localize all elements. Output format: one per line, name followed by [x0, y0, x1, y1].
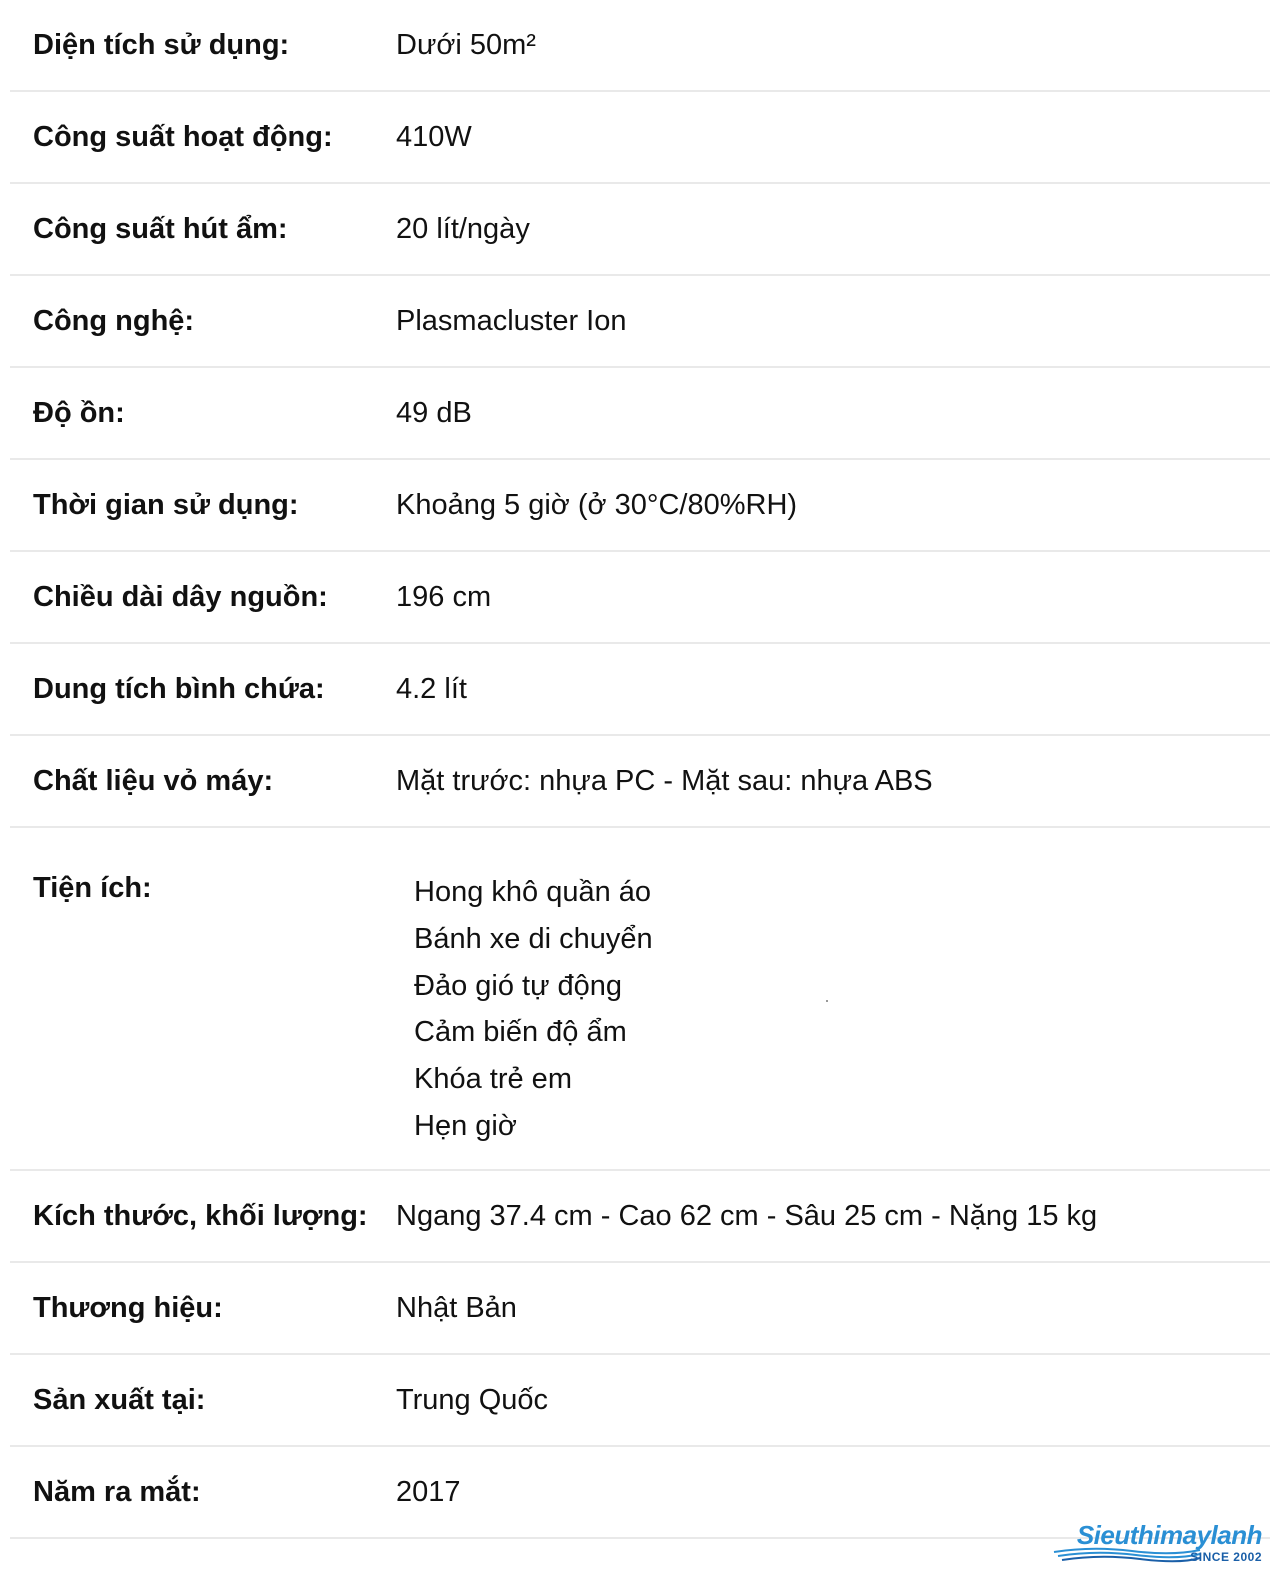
- spec-value: Nhật Bản: [396, 1291, 517, 1324]
- spec-row-usage-time: [10, 460, 1270, 552]
- spec-value: Khoảng 5 giờ (ở 30°C/80%RH): [396, 488, 798, 521]
- spec-label: Độ ồn:: [33, 396, 125, 429]
- spec-label: Năm ra mắt:: [33, 1475, 201, 1508]
- spec-label: Thời gian sử dụng:: [33, 488, 299, 521]
- spec-row-brand: [10, 1263, 1270, 1355]
- feature-list: [414, 869, 653, 1150]
- spec-label: Sản xuất tại:: [33, 1383, 206, 1416]
- spec-value: Ngang 37.4 cm - Cao 62 cm - Sâu 25 cm - Nặng 15 kg: [396, 1199, 1098, 1232]
- spec-row-dehumidify: [10, 184, 1270, 276]
- wave-icon: [1052, 1546, 1202, 1564]
- spec-label: Công nghệ:: [33, 304, 195, 337]
- spec-label: Dung tích bình chứa:: [33, 672, 325, 705]
- feature-item: Bánh xe di chuyển: [414, 922, 653, 955]
- spec-row-tank-capacity: [10, 644, 1270, 736]
- spec-value: Trung Quốc: [396, 1383, 549, 1416]
- spec-row-technology: [10, 276, 1270, 368]
- spec-row-power: [10, 92, 1270, 184]
- spec-value: 410W: [396, 120, 472, 153]
- spec-row-dimensions: [10, 1171, 1270, 1263]
- feature-item: Hẹn giờ: [414, 1109, 517, 1142]
- spec-value: Dưới 50m²: [396, 28, 536, 61]
- spec-value: 2017: [396, 1475, 461, 1508]
- stray-dot: [826, 1000, 828, 1002]
- feature-item: Khóa trẻ em: [414, 1063, 572, 1096]
- spec-label: Thương hiệu:: [33, 1291, 223, 1324]
- feature-item: Đảo gió tự động: [414, 969, 623, 1002]
- spec-label: Diện tích sử dụng:: [33, 28, 290, 61]
- watermark-logo: [1052, 1520, 1262, 1564]
- spec-value: Mặt trước: nhựa PC - Mặt sau: nhựa ABS: [396, 764, 933, 797]
- spec-label: Kích thước, khối lượng:: [33, 1199, 368, 1232]
- spec-row-made-in: [10, 1355, 1270, 1447]
- spec-value: 20 lít/ngày: [396, 212, 530, 245]
- spec-label: Công suất hoạt động:: [33, 120, 333, 153]
- spec-value: 196 cm: [396, 580, 492, 613]
- spec-value: 49 dB: [396, 396, 472, 429]
- spec-label: Tiện ích:: [33, 872, 152, 904]
- spec-value: 4.2 lít: [396, 672, 467, 705]
- spec-value: Plasmacluster Ion: [396, 304, 627, 337]
- feature-item: Cảm biến độ ẩm: [414, 1016, 627, 1049]
- spec-label: Chất liệu vỏ máy:: [33, 764, 274, 797]
- spec-row-area: [10, 0, 1270, 92]
- logo-since: SINCE 2002: [1190, 1550, 1262, 1564]
- feature-item: Hong khô quần áo: [414, 876, 652, 908]
- spec-label: Chiều dài dây nguồn:: [33, 580, 328, 613]
- logo-wordmark: Sieuthimaylanh: [1076, 1520, 1262, 1550]
- spec-table: [10, 0, 1270, 1539]
- spec-label: Công suất hút ẩm:: [33, 212, 288, 245]
- spec-row-features: [10, 828, 1270, 1171]
- feature-values: [396, 828, 653, 1150]
- spec-row-casing-material: [10, 736, 1270, 828]
- spec-row-noise: [10, 368, 1270, 460]
- spec-row-cord-length: [10, 552, 1270, 644]
